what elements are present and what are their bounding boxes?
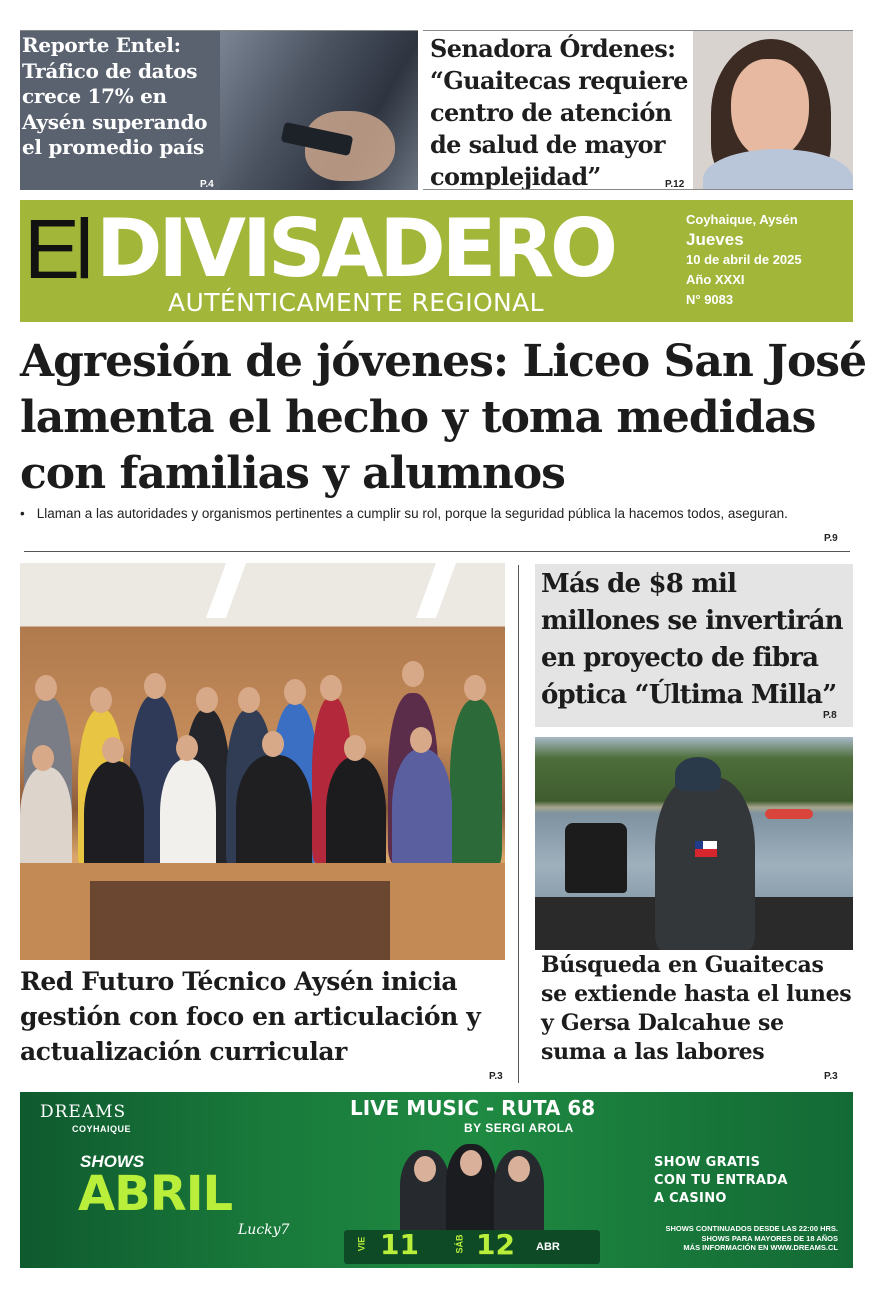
teaser-entel-page: P.4: [200, 179, 214, 190]
ad-lucky-logo: Lucky7: [238, 1222, 290, 1238]
ad-month-short: ABR: [536, 1241, 560, 1253]
ad-free-show: [654, 1154, 788, 1208]
logo-tagline: AUTÉNTICAMENTE REGIONAL: [168, 288, 544, 317]
ad-day2: 12: [476, 1228, 515, 1261]
ad-fine-line: SHOWS PARA MAYORES DE 18 AÑOS: [701, 1233, 838, 1243]
story-search-headline[interactable]: Búsqueda en Guaitecas se extiende hasta el lunes y Gersa Dalcahue se suma a las labores: [541, 952, 852, 1065]
ad-by: BY SERGI AROLA: [464, 1121, 574, 1135]
edition-info: [686, 210, 802, 310]
ad-banner[interactable]: [20, 1092, 853, 1268]
lead-headline[interactable]: Agresión de jóvenes: Liceo San José lamenta el hecho y toma medidas con familias y alumnos: [20, 336, 867, 499]
ad-title: LIVE MUSIC - RUTA 68: [350, 1096, 596, 1120]
story-fiber[interactable]: [535, 564, 853, 727]
lead-page: P.9: [824, 533, 838, 544]
story-left-headline[interactable]: Red Futuro Técnico Aysén inicia gestión con foco en articulación y actualización curricular: [20, 967, 481, 1066]
logo-prefix: El: [24, 202, 89, 296]
group-meeting-photo: [20, 563, 505, 960]
teaser-senadora[interactable]: [423, 30, 853, 190]
outboard-motor-icon: [565, 823, 627, 893]
boat-search-photo: [535, 737, 853, 950]
teaser-senadora-headline[interactable]: Senadora Órdenes: “Guaitecas requiere centro de atención de salud de mayor complejidad”: [430, 34, 688, 190]
teaser-entel-headline[interactable]: Reporte Entel: Tráfico de datos crece 17% en Aysén superando el promedio país: [22, 33, 208, 159]
story-left-page: P.3: [489, 1071, 503, 1082]
chile-flag-icon: [695, 841, 717, 857]
edition-location: Coyhaique, Aysén: [686, 212, 798, 227]
edition-day: Jueves: [686, 230, 744, 249]
edition-date: 10 de abril de 2025: [686, 252, 802, 267]
teaser-senadora-page: P.12: [665, 179, 685, 190]
ad-day1: 11: [380, 1228, 419, 1261]
senator-portrait-photo: [693, 31, 853, 190]
story-search-page: P.3: [824, 1071, 838, 1082]
ad-free-line: CON TU ENTRADA: [654, 1173, 788, 1188]
ad-month: ABRIL: [78, 1166, 233, 1222]
ad-free-line: SHOW GRATIS: [654, 1155, 761, 1170]
ad-fine-line: SHOWS CONTINUADOS DESDE LAS 22:00 HRS.: [665, 1224, 838, 1233]
lead-summary-text: Llaman a las autoridades y organismos pertinentes a cumplir su rol, porque la seguridad pública la hacemos todos, aseguran.: [36, 506, 788, 521]
divider: [24, 551, 850, 552]
masthead: [20, 200, 853, 322]
ad-brand: DREAMS: [40, 1102, 127, 1122]
ad-dates: [344, 1230, 600, 1264]
ad-shows: SHOWS: [80, 1152, 145, 1171]
story-fiber-headline[interactable]: Más de $8 mil millones se invertirán en proyecto de fibra óptica “Última Milla”: [541, 569, 843, 710]
lead-summary: [20, 505, 870, 523]
edition-issue: N° 9083: [686, 292, 734, 307]
artists-photo: [400, 1144, 550, 1230]
logo-main: DIVISADERO: [96, 202, 615, 295]
ad-day1-label: VIE: [356, 1236, 367, 1252]
ad-fine-line: MÁS INFORMACIÓN EN WWW.DREAMS.CL: [683, 1243, 838, 1252]
ad-fine-print: [624, 1224, 838, 1253]
column-divider: [518, 565, 519, 1083]
ad-day2-label: SÁB: [454, 1234, 465, 1254]
ad-free-line: A CASINO: [654, 1191, 727, 1206]
teaser-entel[interactable]: [20, 30, 418, 190]
bullet-icon: •: [20, 506, 25, 521]
ad-brand-sub: COYHAIQUE: [72, 1124, 132, 1134]
story-fiber-page: P.8: [823, 710, 837, 721]
edition-year: Año XXXI: [686, 272, 745, 287]
